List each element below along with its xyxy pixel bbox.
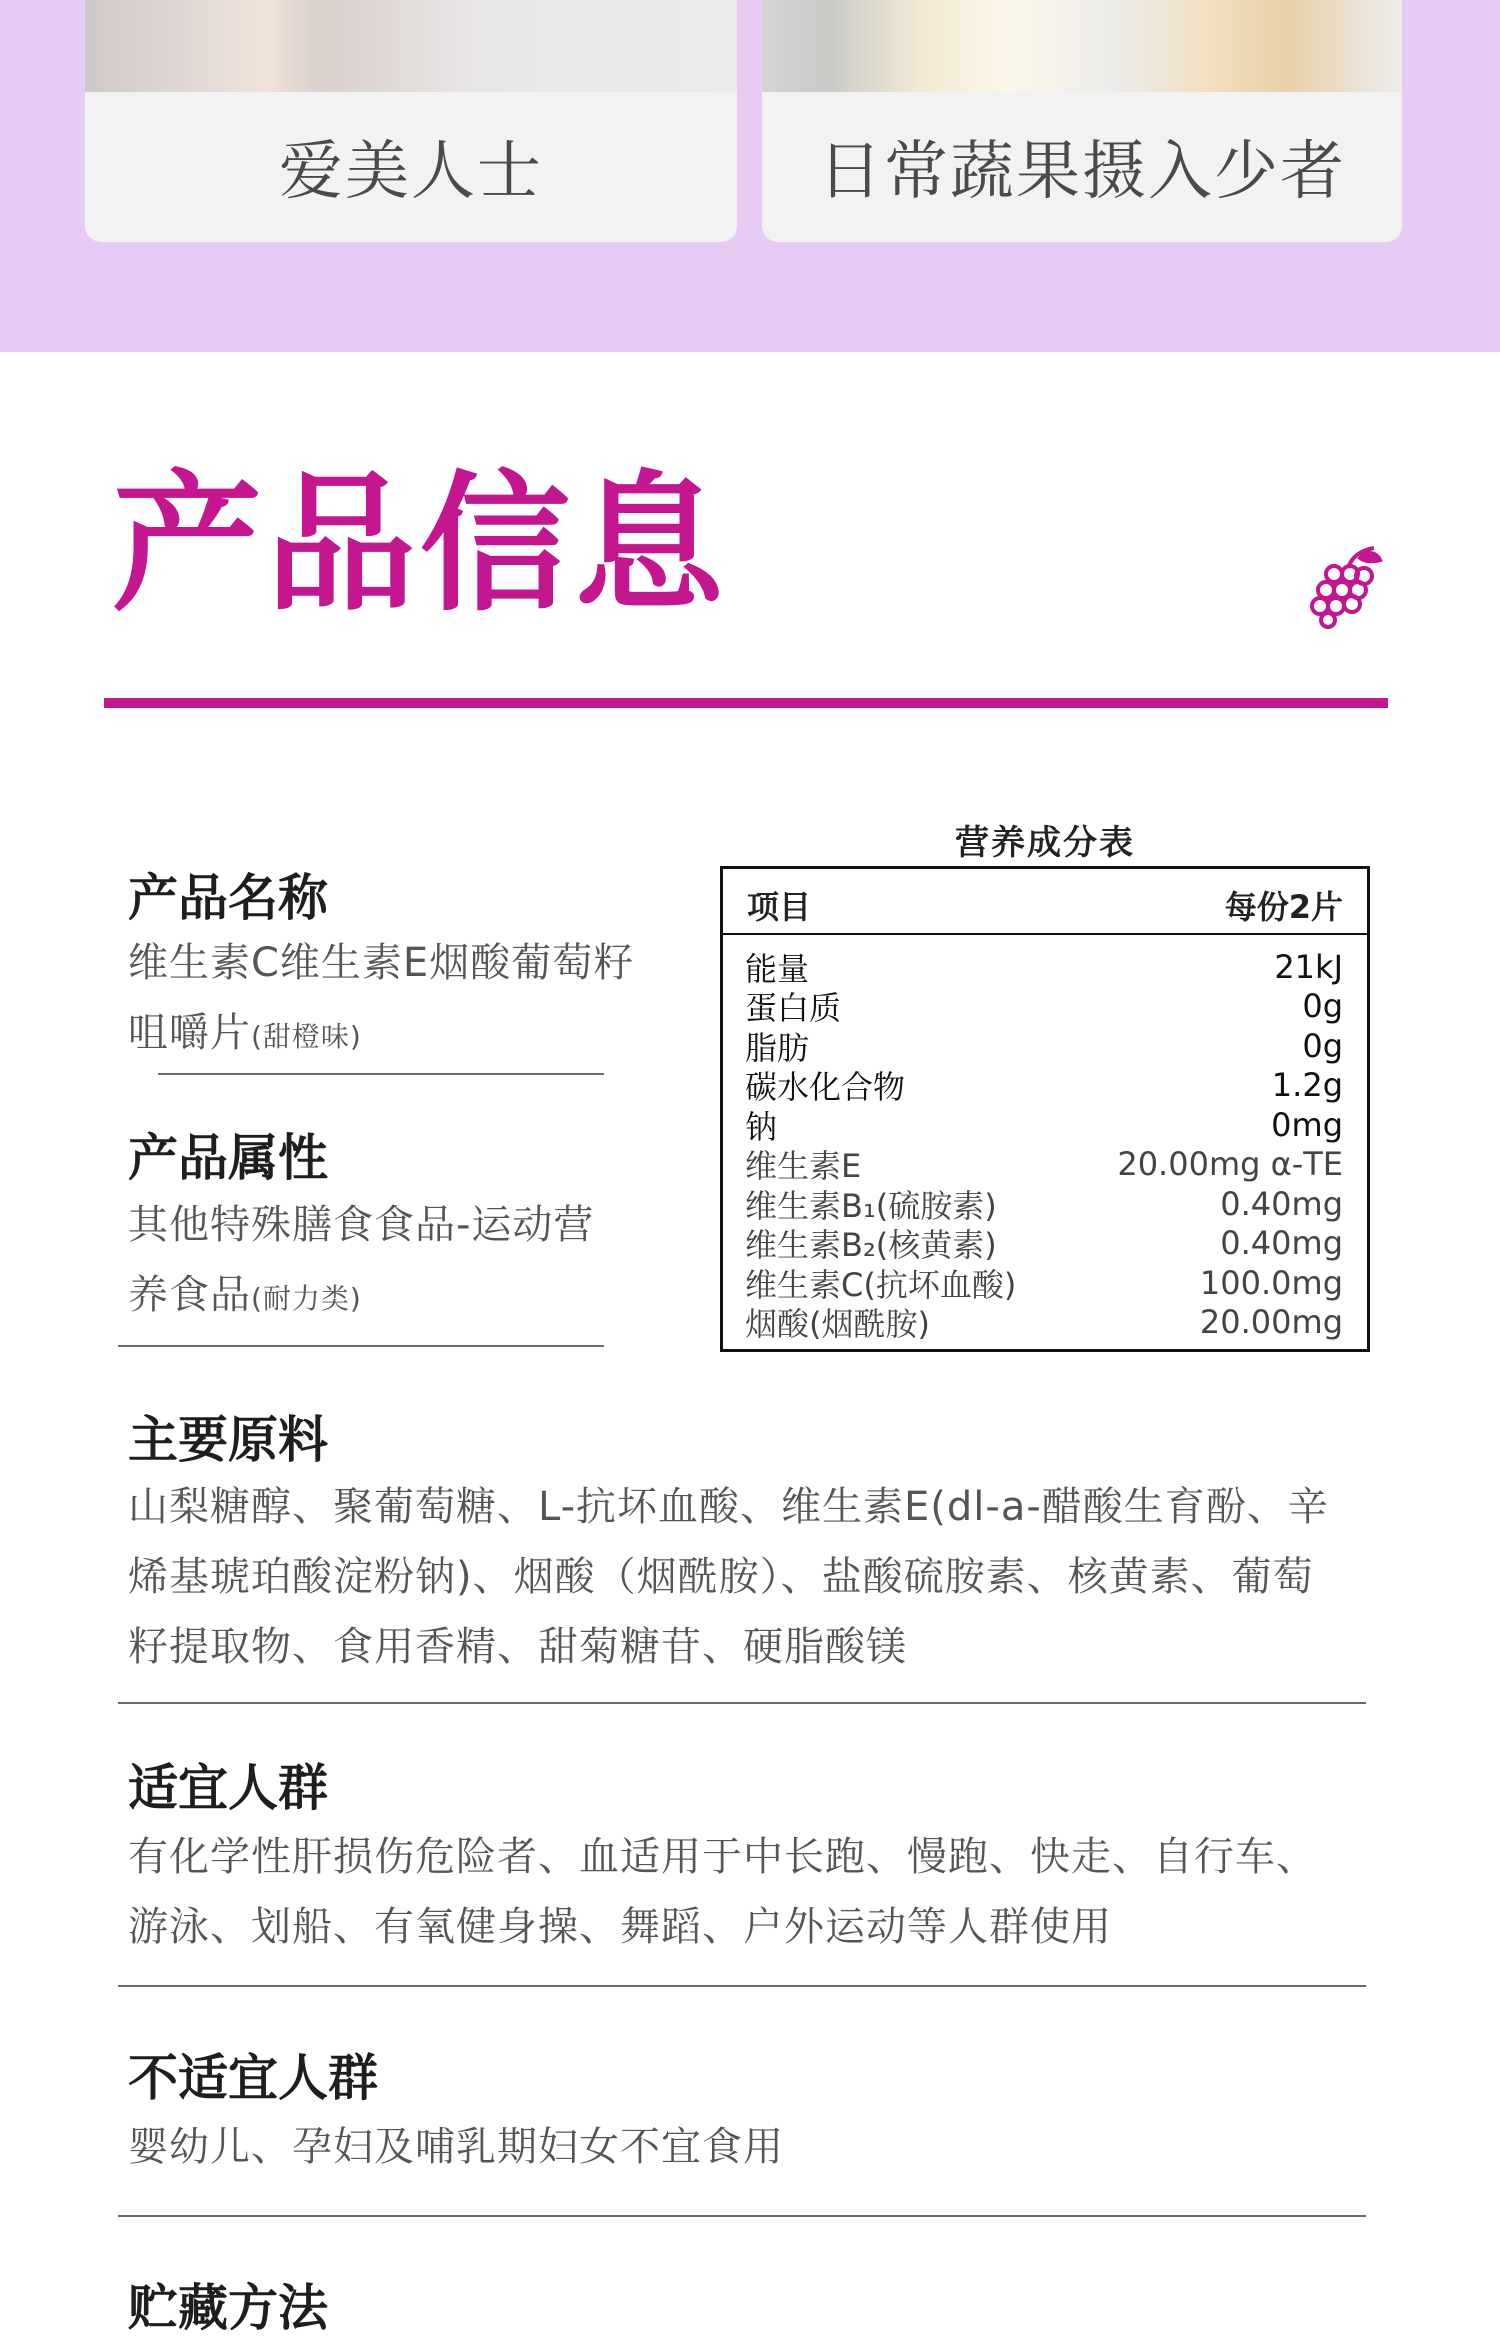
audience-card-low-veg <box>762 0 1402 242</box>
section-title-rule <box>104 698 1388 708</box>
unsuitable-line: 婴幼儿、孕妇及哺乳期妇女不宜食用 <box>128 2124 784 2170</box>
nutrient-name: 维生素B₁(硫胺素) <box>745 1186 997 1225</box>
suitable-line: 有化学性肝损伤危险者、血适用于中长跑、慢跑、快走、自行车、 <box>128 1834 1317 1880</box>
nutrition-row <box>745 1105 1343 1145</box>
product-name-line: 维生素C维生素E烟酸葡萄籽 <box>128 940 635 986</box>
product-attr-line: 其他特殊膳食食品-运动营 <box>128 1202 595 1248</box>
nutrition-col-item: 项目 <box>747 888 812 926</box>
nutrient-name: 维生素E <box>745 1147 862 1186</box>
suitable-line: 游泳、划船、有氧健身操、舞蹈、户外运动等人群使用 <box>128 1904 1112 1950</box>
section-title: 产品信息 <box>112 458 729 632</box>
audience-photo <box>85 0 737 92</box>
nutrition-rows <box>745 947 1343 1342</box>
nutrition-col-value: 每份2片 <box>1224 888 1343 926</box>
nutrient-value: 0.40mg <box>1220 1224 1343 1263</box>
nutrient-name: 维生素C(抗坏血酸) <box>745 1265 1017 1304</box>
ingredients-value <box>128 1472 1329 1682</box>
audience-card-label: 爱美人士 <box>279 135 543 209</box>
nutrition-row <box>745 947 1343 987</box>
product-attr-line <box>128 1260 594 1334</box>
nutrient-name: 维生素B₂(核黄素) <box>745 1226 997 1265</box>
nutrient-value: 0mg <box>1271 1105 1343 1144</box>
nutrient-value: 21kJ <box>1274 947 1343 986</box>
ingredients-line: 山梨糖醇、聚葡萄糖、L-抗坏血酸、维生素E(dl-a-醋酸生育酚、辛 <box>128 1484 1329 1530</box>
nutrient-value: 0g <box>1302 1026 1343 1065</box>
unsuitable-label: 不适宜人群 <box>128 2049 378 2107</box>
product-name-line <box>128 998 634 1072</box>
nutrient-name: 烟酸(烟酰胺) <box>745 1305 930 1344</box>
ingredients-line: 籽提取物、食用香精、甜菊糖苷、硬脂酸镁 <box>128 1624 907 1670</box>
audience-card-label: 日常蔬果摄入少者 <box>818 135 1346 209</box>
suitable-value <box>128 1822 1317 1962</box>
ingredients-line: 烯基琥珀酸淀粉钠)、烟酸（烟酰胺）、盐酸硫胺素、核黄素、葡萄 <box>128 1554 1314 1600</box>
storage-label: 贮藏方法 <box>128 2279 328 2337</box>
nutrition-table <box>720 866 1370 1352</box>
product-name-line-text: 咀嚼片 <box>128 1010 251 1056</box>
product-attr-value <box>128 1190 594 1334</box>
divider <box>158 1073 604 1075</box>
suitable-label: 适宜人群 <box>128 1759 328 1817</box>
product-name-label: 产品名称 <box>128 869 328 927</box>
product-attr-line-text: 养食品 <box>128 1272 251 1318</box>
nutrition-row <box>745 1303 1343 1343</box>
product-attr-note: (耐力类) <box>251 1282 362 1315</box>
divider <box>118 2215 1366 2217</box>
audience-card-beauty <box>85 0 737 242</box>
divider <box>118 1985 1366 1987</box>
grape-icon <box>1300 540 1390 630</box>
nutrient-name: 碳水化合物 <box>745 1068 906 1107</box>
nutrient-value: 0g <box>1302 987 1343 1026</box>
ingredients-label: 主要原料 <box>128 1411 328 1469</box>
nutrient-name: 脂肪 <box>745 1028 810 1067</box>
nutrition-row <box>745 1145 1343 1185</box>
nutrition-table-title: 营养成分表 <box>955 823 1135 863</box>
product-name-value <box>128 928 634 1072</box>
product-flavor-note: (甜橙味) <box>251 1020 362 1053</box>
nutrition-row <box>745 1026 1343 1066</box>
nutrient-value: 1.2g <box>1271 1066 1343 1105</box>
nutrition-table-header <box>723 869 1367 935</box>
nutrient-value: 20.00mg α-TE <box>1117 1145 1343 1184</box>
nutrition-row <box>745 1224 1343 1264</box>
nutrition-row <box>745 1263 1343 1303</box>
product-attr-label: 产品属性 <box>128 1129 328 1187</box>
nutrient-name: 能量 <box>745 949 810 988</box>
nutrition-row <box>745 1184 1343 1224</box>
divider <box>118 1702 1366 1704</box>
divider <box>118 1345 604 1347</box>
nutrient-name: 蛋白质 <box>745 989 842 1028</box>
unsuitable-value <box>128 2112 784 2182</box>
nutrient-value: 100.0mg <box>1199 1263 1343 1302</box>
nutrient-name: 钠 <box>745 1107 778 1146</box>
audience-photo <box>762 0 1402 92</box>
nutrition-row <box>745 1066 1343 1106</box>
nutrient-value: 0.40mg <box>1220 1184 1343 1223</box>
nutrition-row <box>745 987 1343 1027</box>
nutrient-value: 20.00mg <box>1199 1303 1343 1342</box>
